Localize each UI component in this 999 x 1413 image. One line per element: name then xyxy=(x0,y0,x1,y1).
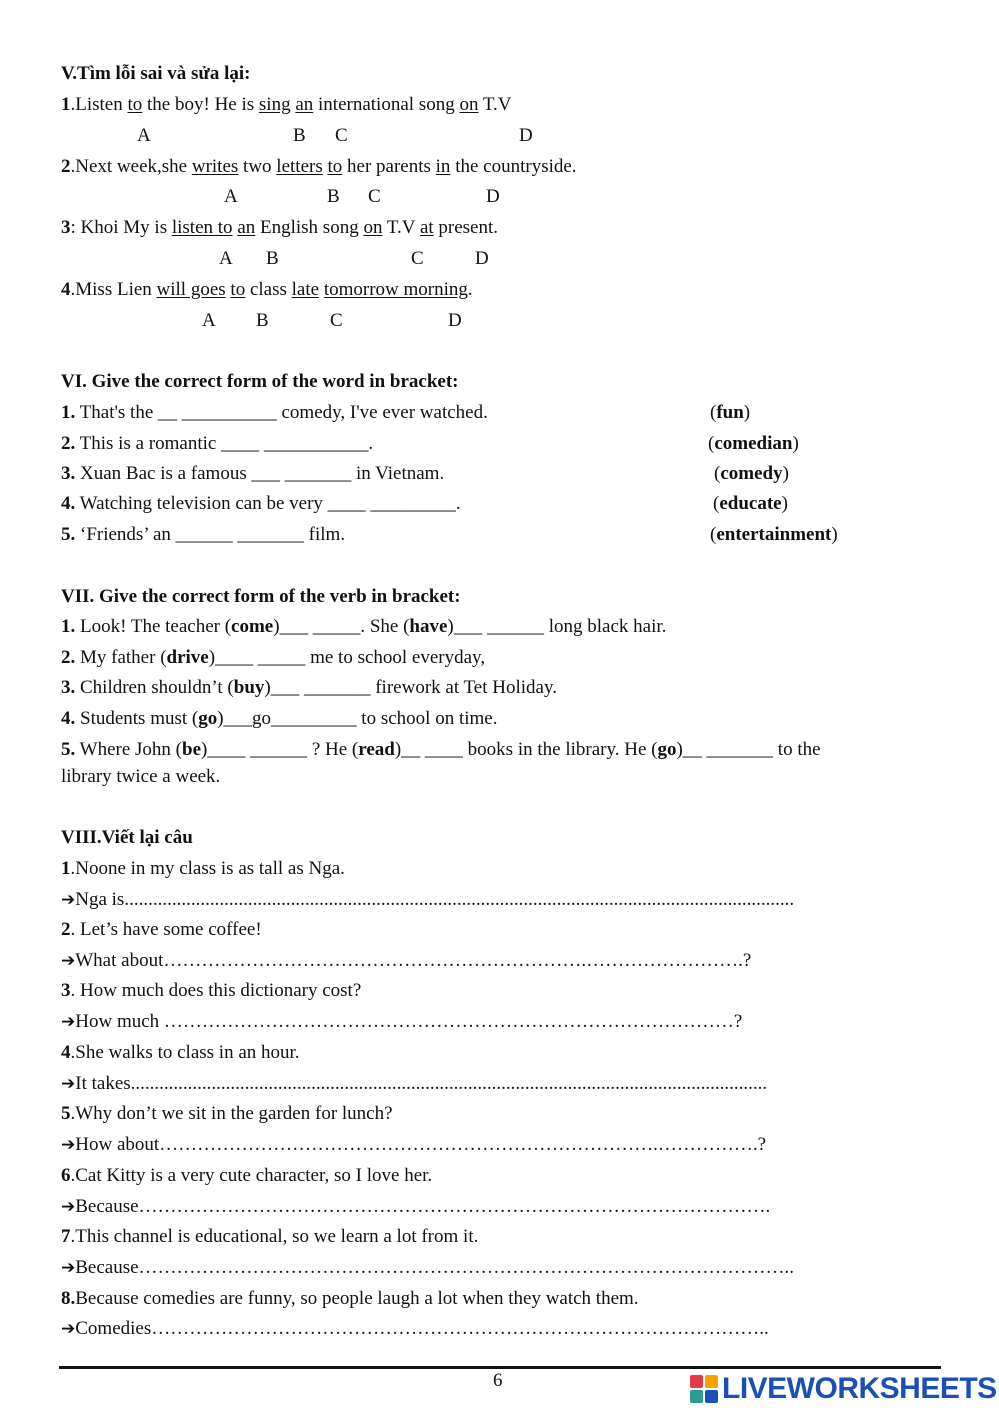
word-hint: (comedy) xyxy=(714,463,789,484)
underlined-option-c: late xyxy=(291,279,320,300)
arrow-icon: ➔ xyxy=(61,1319,76,1339)
option-letter-b: B xyxy=(327,186,340,207)
option-letter-a: A xyxy=(224,186,238,207)
option-letter-c: C xyxy=(368,186,381,207)
error-question-4: 4.Miss Lien will goes to class late tomorrow morning. xyxy=(61,279,473,300)
question-number: 2 xyxy=(61,156,71,177)
underlined-option-b: letters xyxy=(276,156,323,177)
rewrite-question: 1.Noone in my class is as tall as Nga. xyxy=(61,858,345,879)
verb-item-5-continued: library twice a week. xyxy=(61,766,221,787)
arrow-icon: ➔ xyxy=(61,1012,76,1032)
rewrite-question: 2. Let’s have some coffee! xyxy=(61,919,262,940)
option-letter-a: A xyxy=(219,248,233,269)
rewrite-answer-line: ➔It takes...................................................................................................................................... xyxy=(61,1073,768,1094)
rewrite-answer-line: ➔Nga is............................................................................................................................................. xyxy=(61,889,795,910)
error-question-3: 3: Khoi My is listen to an English song on T.V at present. xyxy=(61,217,499,238)
logo-square xyxy=(690,1375,703,1388)
underlined-option-a: to xyxy=(127,94,143,115)
underlined-option-a: writes xyxy=(191,156,239,177)
underlined-option-c: on xyxy=(363,217,383,238)
word-hint: (entertainment) xyxy=(710,524,838,545)
option-letter-a: A xyxy=(202,310,216,331)
underlined-option-b: sing xyxy=(258,94,291,115)
rewrite-answer-line: ➔Because………………………………………………………………………………………. xyxy=(61,1196,771,1217)
question-number: 4 xyxy=(61,279,71,300)
rewrite-answer-line: ➔What about………………………………………………………….…………………….? xyxy=(61,950,752,971)
arrow-icon: ➔ xyxy=(61,1135,76,1155)
word-form-item: 4. Watching television can be very ____ _________. xyxy=(61,493,461,514)
option-letter-d: D xyxy=(475,248,489,269)
error-question-2: 2.Next week,she writes two letters to her parents in the countryside. xyxy=(61,156,577,177)
logo-mark-icon xyxy=(690,1375,718,1403)
verb-item-4: 4. Students must (go)___go_________ to school on time. xyxy=(61,708,498,729)
rewrite-answer-line: ➔Because………………………………………………………………………………………….. xyxy=(61,1257,795,1278)
option-letter-b: B xyxy=(266,248,279,269)
section-7-title: VII. Give the correct form of the verb in bracket: xyxy=(61,586,461,607)
underlined-option-d: on xyxy=(459,94,479,115)
verb-item-3: 3. Children shouldn’t (buy)___ _______ firework at Tet Holiday. xyxy=(61,677,557,698)
section-5-title: V.Tìm lỗi sai và sửa lại: xyxy=(61,63,251,84)
word-form-item: 1. That's the __ __________ comedy, I've ever watched. xyxy=(61,402,488,423)
logo-square xyxy=(690,1390,703,1403)
logo-square xyxy=(705,1375,718,1388)
option-letter-b: B xyxy=(293,125,306,146)
option-letter-c: C xyxy=(411,248,424,269)
option-letter-b: B xyxy=(256,310,269,331)
underlined-option-a: listen to xyxy=(171,217,233,238)
underlined-option-b: to xyxy=(230,279,246,300)
rewrite-question: 6.Cat Kitty is a very cute character, so I love her. xyxy=(61,1165,433,1186)
underlined-option-d: tomorrow morning xyxy=(323,279,468,300)
rewrite-answer-line: ➔How about…………………………………………………………………….…………….? xyxy=(61,1134,767,1155)
word-form-item: 5. ‘Friends’ an ______ _______ film. xyxy=(61,524,346,545)
word-form-item: 2. This is a romantic ____ ___________. xyxy=(61,433,374,454)
option-letter-c: C xyxy=(335,125,348,146)
rewrite-answer-line: ➔Comedies…………………………………………………………………………………….. xyxy=(61,1318,769,1339)
arrow-icon: ➔ xyxy=(61,890,76,910)
arrow-icon: ➔ xyxy=(61,951,76,971)
arrow-icon: ➔ xyxy=(61,1258,76,1278)
rewrite-question: 8.Because comedies are funny, so people laugh a lot when they watch them. xyxy=(61,1288,639,1309)
section-8-title: VIII.Viết lại câu xyxy=(61,827,193,848)
underlined-option-a: will goes xyxy=(156,279,226,300)
underlined-option-d: in xyxy=(435,156,451,177)
underlined-option-d: at xyxy=(419,217,434,238)
word-hint: (comedian) xyxy=(708,433,799,454)
arrow-icon: ➔ xyxy=(61,1074,76,1094)
option-letter-a: A xyxy=(137,125,151,146)
arrow-icon: ➔ xyxy=(61,1197,76,1217)
verb-item-2: 2. My father (drive)____ _____ me to school everyday, xyxy=(61,647,486,668)
question-number: 3 xyxy=(61,217,71,238)
underlined-option-c: an xyxy=(295,94,314,115)
verb-item-5: 5. Where John (be)____ ______ ? He (read)__ ____ books in the library. He (go)__ _______ to the xyxy=(61,739,821,760)
rewrite-answer-line: ➔How much ………………………………………………………………………………? xyxy=(61,1011,743,1032)
option-letter-d: D xyxy=(519,125,533,146)
underlined-option-c: to xyxy=(327,156,343,177)
logo-square xyxy=(705,1390,718,1403)
page-number: 6 xyxy=(493,1370,503,1391)
question-number: 1 xyxy=(61,94,71,115)
rewrite-question: 4.She walks to class in an hour. xyxy=(61,1042,300,1063)
rewrite-question: 5.Why don’t we sit in the garden for lunch? xyxy=(61,1103,393,1124)
rewrite-question: 7.This channel is educational, so we learn a lot from it. xyxy=(61,1226,479,1247)
option-letter-d: D xyxy=(486,186,500,207)
error-question-1: 1.Listen to the boy! He is sing an international song on T.V xyxy=(61,94,512,115)
footer-divider xyxy=(59,1366,941,1369)
option-letter-d: D xyxy=(448,310,462,331)
word-hint: (fun) xyxy=(710,402,751,423)
option-letter-c: C xyxy=(330,310,343,331)
underlined-option-b: an xyxy=(237,217,256,238)
word-hint: (educate) xyxy=(713,493,788,514)
verb-item-1: 1. Look! The teacher (come)___ _____. She (have)___ ______ long black hair. xyxy=(61,616,667,637)
liveworksheets-logo[interactable] xyxy=(690,1372,997,1406)
logo-text: LIVEWORKSHEETS xyxy=(722,1372,997,1405)
rewrite-question: 3. How much does this dictionary cost? xyxy=(61,980,362,1001)
section-6-title: VI. Give the correct form of the word in bracket: xyxy=(61,371,459,392)
word-form-item: 3. Xuan Bac is a famous ___ _______ in Vietnam. xyxy=(61,463,445,484)
